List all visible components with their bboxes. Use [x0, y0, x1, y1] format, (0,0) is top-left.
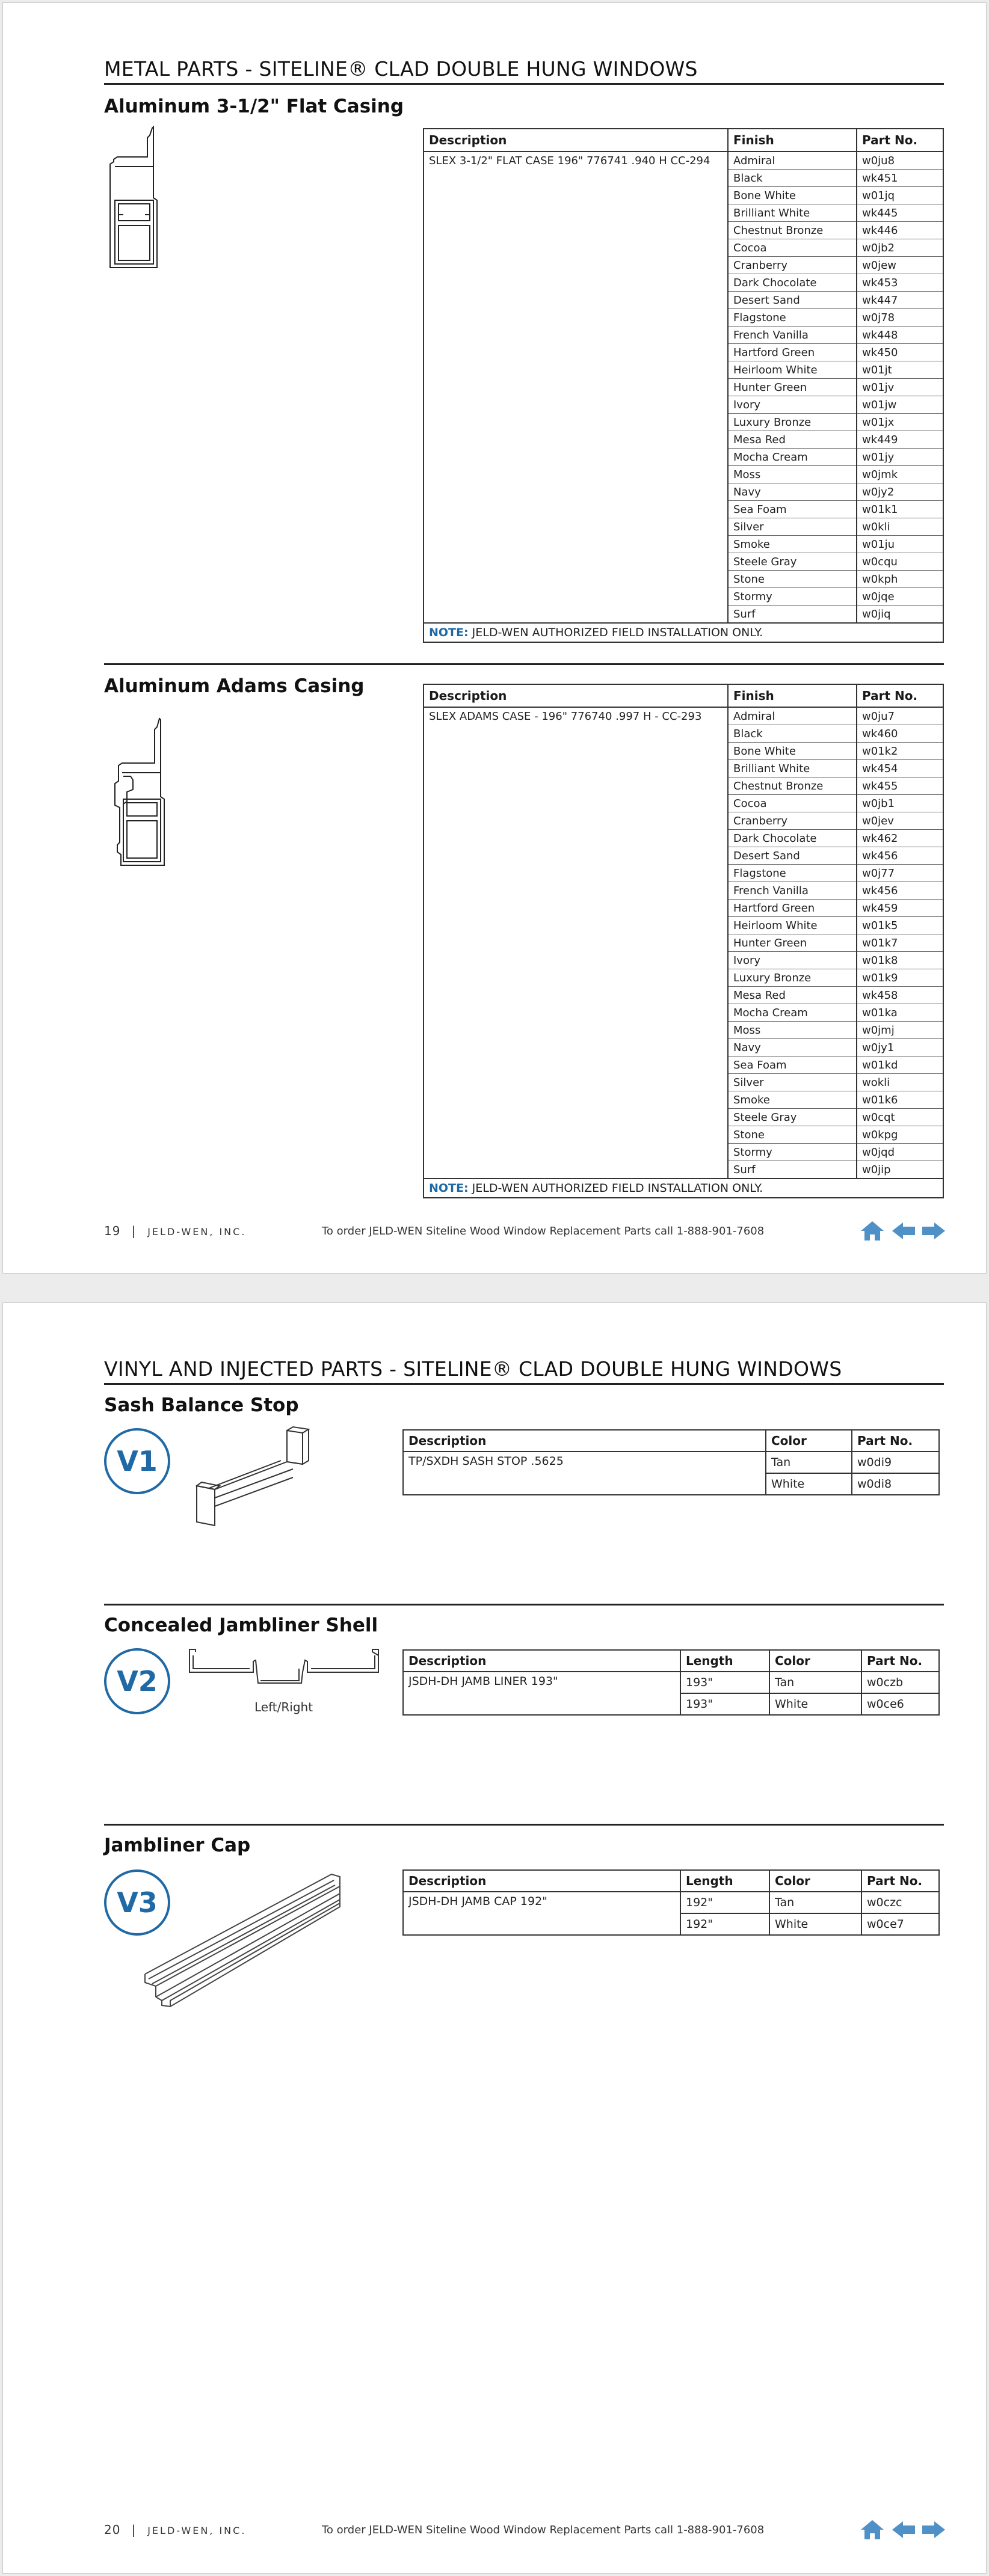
length-cell: 193" [680, 1693, 769, 1715]
part-number-cell: w0jmj [857, 1022, 943, 1039]
part-number-cell: wk448 [857, 327, 943, 344]
finish-cell: Silver [728, 1074, 857, 1091]
part-badge-v2: V2 [104, 1648, 170, 1714]
description-cell: SLEX 3-1/2" FLAT CASE 196" 776741 .940 H CC-294 [424, 152, 728, 623]
company-name: JELD-WEN, INC. [147, 2525, 247, 2536]
finish-cell: Mocha Cream [728, 449, 857, 466]
footer-page-info [104, 2522, 246, 2537]
part-number-cell: wk462 [857, 830, 943, 847]
part-number-cell: w0j77 [857, 865, 943, 882]
finish-cell: Mesa Red [728, 431, 857, 449]
finish-cell: Dark Chocolate [728, 274, 857, 292]
note-text: JELD-WEN AUTHORIZED FIELD INSTALLATION ONLY. [468, 1182, 763, 1195]
table-body [424, 707, 943, 1179]
finish-cell: Moss [728, 466, 857, 483]
finish-cell: Navy [728, 1039, 857, 1056]
page-19 [2, 2, 987, 1274]
note-text: JELD-WEN AUTHORIZED FIELD INSTALLATION ONLY. [468, 626, 763, 639]
table-row [403, 1672, 939, 1693]
page-number: 20 [104, 2522, 121, 2537]
jambliner-cap-parts-table [402, 1869, 940, 1936]
note-label: NOTE: [429, 626, 469, 639]
flat-casing-parts-table [423, 128, 944, 643]
finish-cell: Sea Foam [728, 501, 857, 518]
arrow-left-icon[interactable] [891, 1221, 916, 1240]
finish-cell: Smoke [728, 536, 857, 553]
part-number-cell: w0jip [857, 1161, 943, 1179]
column-header-length: Length [680, 1650, 769, 1672]
part-badge-v1: V1 [104, 1428, 170, 1494]
part-number-cell: w0ce7 [861, 1913, 939, 1935]
adams-casing-parts-table [423, 684, 944, 1198]
navigation-buttons [860, 2518, 947, 2542]
page-number: 19 [104, 1224, 121, 1238]
order-info: To order JELD-WEN Siteline Wood Window Replacement Parts call 1-888-901-7608 [322, 2524, 765, 2536]
part-number-cell: w0di9 [852, 1452, 939, 1473]
part-number-cell: w01jx [857, 414, 943, 431]
column-header-finish: Finish [728, 129, 857, 152]
finish-cell: Hunter Green [728, 934, 857, 952]
part-number-cell: wk460 [857, 725, 943, 743]
table-row [403, 1452, 939, 1473]
footer-page-info [104, 1224, 246, 1238]
finish-cell: Stormy [728, 1144, 857, 1161]
column-header-part-no: Part No. [857, 129, 943, 152]
part-number-cell: w0j78 [857, 309, 943, 327]
sash-stop-drawing [191, 1426, 329, 1528]
company-name: JELD-WEN, INC. [147, 1226, 247, 1237]
finish-cell: Stone [728, 571, 857, 588]
finish-cell: Stormy [728, 588, 857, 606]
section-title-concealed-jambliner-shell: Concealed Jambliner Shell [104, 1615, 378, 1636]
part-number-cell: w01jq [857, 187, 943, 204]
finish-cell: Chestnut Bronze [728, 777, 857, 795]
finish-cell: Hartford Green [728, 344, 857, 361]
finish-cell: Cranberry [728, 257, 857, 274]
finish-cell: Surf [728, 1161, 857, 1179]
part-number-cell: w01k6 [857, 1091, 943, 1109]
flat-casing-profile-drawing [105, 126, 171, 270]
part-badge-v3: V3 [104, 1869, 170, 1936]
finish-cell: Mocha Cream [728, 1004, 857, 1022]
finish-cell: Admiral [728, 152, 857, 170]
table-body [424, 152, 943, 623]
page-title: METAL PARTS - SITELINE® CLAD DOUBLE HUNG WINDOWS [104, 57, 944, 85]
column-header-description: Description [424, 684, 728, 707]
column-header-color: Color [766, 1430, 852, 1452]
finish-cell: Ivory [728, 952, 857, 969]
part-number-cell: w0jev [857, 812, 943, 830]
finish-cell: Navy [728, 483, 857, 501]
adams-casing-profile-drawing [109, 717, 169, 868]
finish-cell: French Vanilla [728, 327, 857, 344]
finish-cell: Black [728, 170, 857, 187]
finish-cell: Silver [728, 518, 857, 536]
section-divider [104, 1824, 944, 1826]
part-number-cell: w0ju7 [857, 707, 943, 725]
part-number-cell: wk451 [857, 170, 943, 187]
section-divider [104, 663, 944, 665]
column-header-color: Color [769, 1650, 861, 1672]
column-header-description: Description [403, 1430, 766, 1452]
part-number-cell: w0jqd [857, 1144, 943, 1161]
finish-cell: Brilliant White [728, 760, 857, 777]
part-number-cell: w0jiq [857, 606, 943, 624]
color-cell: White [769, 1913, 861, 1935]
column-header-length: Length [680, 1870, 769, 1892]
part-number-cell: w01jw [857, 396, 943, 414]
finish-cell: Hartford Green [728, 900, 857, 917]
column-header-part-no: Part No. [861, 1870, 939, 1892]
part-number-cell: wk459 [857, 900, 943, 917]
table-row [403, 1892, 939, 1913]
jambliner-shell-parts-table [402, 1649, 940, 1716]
finish-cell: Heirloom White [728, 917, 857, 934]
part-number-cell: w0kpg [857, 1126, 943, 1144]
finish-cell: Surf [728, 606, 857, 624]
finish-cell: Admiral [728, 707, 857, 725]
part-number-cell: w0jmk [857, 466, 943, 483]
length-cell: 192" [680, 1892, 769, 1913]
navigation-buttons [860, 1219, 947, 1243]
part-number-cell: w0jy2 [857, 483, 943, 501]
finish-cell: Cranberry [728, 812, 857, 830]
jambliner-shell-profile-drawing [188, 1648, 381, 1684]
finish-cell: Bone White [728, 187, 857, 204]
part-number-cell: w01jt [857, 361, 943, 379]
description-cell: SLEX ADAMS CASE - 196" 776740 .997 H - CC-293 [424, 707, 728, 1179]
arrow-right-icon[interactable] [921, 2520, 946, 2539]
finish-cell: Mesa Red [728, 987, 857, 1004]
part-number-cell: w0cqu [857, 553, 943, 571]
finish-cell: Black [728, 725, 857, 743]
description-cell: JSDH-DH JAMB LINER 193" [403, 1672, 680, 1715]
part-number-cell: wk453 [857, 274, 943, 292]
part-number-cell: w01k7 [857, 934, 943, 952]
part-number-cell: w01k2 [857, 743, 943, 760]
part-number-cell: w0czc [861, 1892, 939, 1913]
part-number-cell: wk455 [857, 777, 943, 795]
finish-cell: Stone [728, 1126, 857, 1144]
column-header-part-no: Part No. [852, 1430, 939, 1452]
page-title: VINYL AND INJECTED PARTS - SITELINE® CLAD DOUBLE HUNG WINDOWS [104, 1357, 944, 1385]
finish-cell: Steele Gray [728, 1109, 857, 1126]
drawing-caption: Left/Right [254, 1700, 313, 1714]
column-header-color: Color [769, 1870, 861, 1892]
part-number-cell: w0jew [857, 257, 943, 274]
part-number-cell: wk445 [857, 204, 943, 222]
part-number-cell: wk456 [857, 847, 943, 865]
finish-cell: Cocoa [728, 239, 857, 257]
part-number-cell: w0kli [857, 518, 943, 536]
column-header-part-no: Part No. [861, 1650, 939, 1672]
note-label: NOTE: [429, 1182, 469, 1195]
section-title-sash-balance-stop: Sash Balance Stop [104, 1394, 299, 1416]
part-number-cell: w01k5 [857, 917, 943, 934]
part-number-cell: wokli [857, 1074, 943, 1091]
home-icon[interactable] [860, 1220, 885, 1242]
arrow-right-icon[interactable] [921, 1221, 946, 1240]
finish-cell: Ivory [728, 396, 857, 414]
part-number-cell: wk454 [857, 760, 943, 777]
color-cell: Tan [766, 1452, 852, 1473]
section-title-flat-casing: Aluminum 3-1/2" Flat Casing [104, 96, 404, 117]
table-note [424, 623, 943, 642]
color-cell: White [769, 1693, 861, 1715]
part-number-cell: w0ce6 [861, 1693, 939, 1715]
finish-cell: Flagstone [728, 865, 857, 882]
part-number-cell: w0czb [861, 1672, 939, 1693]
sash-stop-parts-table [402, 1429, 940, 1495]
part-number-cell: wk446 [857, 222, 943, 239]
column-header-finish: Finish [728, 684, 857, 707]
color-cell: Tan [769, 1892, 861, 1913]
column-header-description: Description [424, 129, 728, 152]
column-header-part-no: Part No. [857, 684, 943, 707]
finish-cell: Brilliant White [728, 204, 857, 222]
footer-separator: | [131, 1224, 137, 1238]
finish-cell: Luxury Bronze [728, 414, 857, 431]
part-number-cell: w0jy1 [857, 1039, 943, 1056]
part-number-cell: w0jb1 [857, 795, 943, 812]
column-header-description: Description [403, 1650, 680, 1672]
part-number-cell: w01jv [857, 379, 943, 396]
finish-cell: Flagstone [728, 309, 857, 327]
part-number-cell: wk456 [857, 882, 943, 900]
finish-cell: Moss [728, 1022, 857, 1039]
part-number-cell: wk450 [857, 344, 943, 361]
part-number-cell: wk447 [857, 292, 943, 309]
arrow-left-icon[interactable] [891, 2520, 916, 2539]
finish-cell: Hunter Green [728, 379, 857, 396]
description-cell: JSDH-DH JAMB CAP 192" [403, 1892, 680, 1935]
part-number-cell: w01ju [857, 536, 943, 553]
part-number-cell: w01k1 [857, 501, 943, 518]
finish-cell: Bone White [728, 743, 857, 760]
part-number-cell: wk458 [857, 987, 943, 1004]
home-icon[interactable] [860, 2519, 885, 2541]
finish-cell: Desert Sand [728, 292, 857, 309]
finish-cell: Chestnut Bronze [728, 222, 857, 239]
part-number-cell: w0ju8 [857, 152, 943, 170]
table-row [424, 152, 943, 170]
description-cell: TP/SXDH SASH STOP .5625 [403, 1452, 766, 1495]
part-number-cell: w0jqe [857, 588, 943, 606]
section-title-jambliner-cap: Jambliner Cap [104, 1835, 251, 1856]
finish-cell: Smoke [728, 1091, 857, 1109]
part-number-cell: w01jy [857, 449, 943, 466]
part-number-cell: w0kph [857, 571, 943, 588]
column-header-description: Description [403, 1870, 680, 1892]
color-cell: Tan [769, 1672, 861, 1693]
part-number-cell: w01ka [857, 1004, 943, 1022]
footer-separator: | [131, 2522, 137, 2537]
order-info: To order JELD-WEN Siteline Wood Window Replacement Parts call 1-888-901-7608 [322, 1225, 765, 1237]
finish-cell: Sea Foam [728, 1056, 857, 1074]
finish-cell: Luxury Bronze [728, 969, 857, 987]
part-number-cell: w0di8 [852, 1473, 939, 1495]
part-number-cell: w0jb2 [857, 239, 943, 257]
table-note [424, 1179, 943, 1198]
finish-cell: Cocoa [728, 795, 857, 812]
jambliner-cap-drawing [144, 1868, 342, 2008]
part-number-cell: wk449 [857, 431, 943, 449]
finish-cell: Desert Sand [728, 847, 857, 865]
table-row [424, 707, 943, 725]
section-divider [104, 1604, 944, 1605]
part-number-cell: w01kd [857, 1056, 943, 1074]
part-number-cell: w01k8 [857, 952, 943, 969]
length-cell: 192" [680, 1913, 769, 1935]
finish-cell: Dark Chocolate [728, 830, 857, 847]
color-cell: White [766, 1473, 852, 1495]
finish-cell: Steele Gray [728, 553, 857, 571]
page-20 [2, 1302, 987, 2574]
part-number-cell: w01k9 [857, 969, 943, 987]
part-number-cell: w0cqt [857, 1109, 943, 1126]
length-cell: 193" [680, 1672, 769, 1693]
finish-cell: French Vanilla [728, 882, 857, 900]
section-title-adams-casing: Aluminum Adams Casing [104, 675, 365, 697]
finish-cell: Heirloom White [728, 361, 857, 379]
